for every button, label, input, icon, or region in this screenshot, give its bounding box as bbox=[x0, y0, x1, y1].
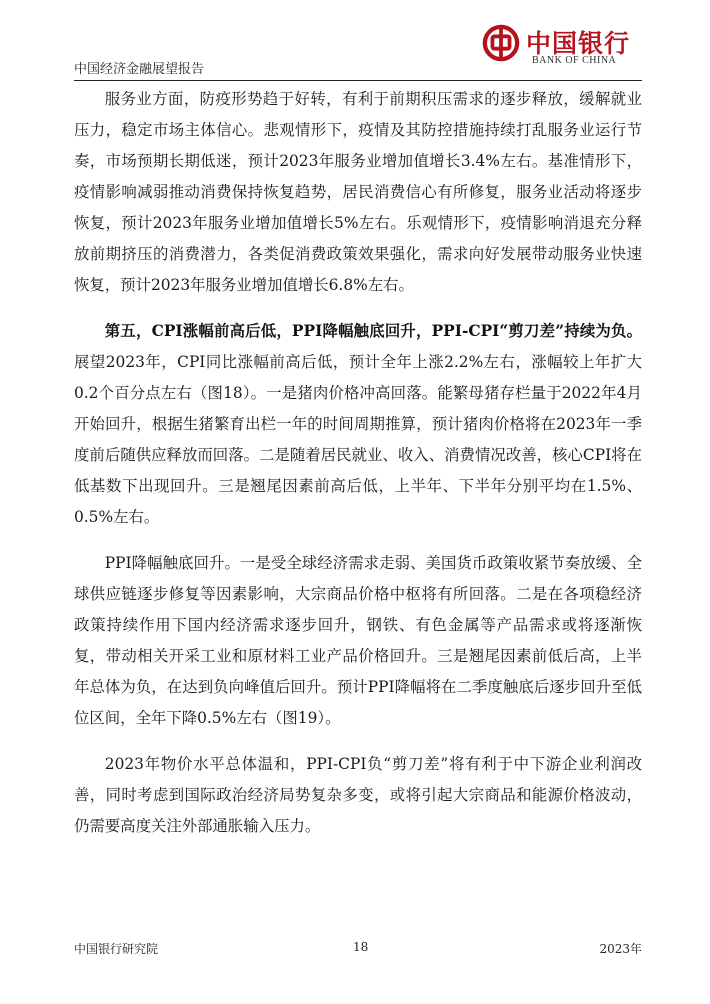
report-title: 中国经济金融展望报告 bbox=[74, 62, 205, 77]
paragraph-ppi bbox=[74, 548, 642, 734]
paragraph-lead: 第五，CPI涨幅前高后低，PPI降幅触底回升，PPI-CPI“剪刀差”持续为负。 bbox=[104, 322, 642, 340]
paragraph-text: 2023年物价水平总体温和，PPI-CPI负“剪刀差”将有利于中下游企业利润改善，同时考虑到国际政治经济局势复杂多变，或将引起大宗商品和能源价格波动，仍需要高度关注外部通胀输入压力。 bbox=[74, 755, 642, 835]
footer-year: 2023年 bbox=[599, 942, 642, 956]
paragraph-text: PPI降幅触底回升。一是受全球经济需求走弱、美国货币政策收紧节奏放缓、全球供应链逐步修复等因素影响，大宗商品价格中枢将有所回落。二是在各项稳经济政策持续作用下国内经济需求逐步回升，钢铁、有色金属等产品需求或将逐渐恢复，带动相关开采工业和原材料工业产品价格回升。三是翘尾因素前低后高，上半年总体为负，在达到负向峰值后回升。预计PPI降幅将在二季度触底后逐步回升至低位区间，全年下降0.5%左右（图19）。 bbox=[74, 554, 642, 727]
logo-chinese-name: 中国银行 bbox=[526, 29, 631, 58]
page-footer bbox=[74, 940, 642, 956]
paragraph-price-level bbox=[74, 749, 642, 842]
logo-english-name: BANK OF CHINA bbox=[532, 55, 617, 66]
bank-of-china-logo-icon bbox=[482, 24, 520, 62]
page-header bbox=[74, 22, 642, 81]
paragraph-text: 展望2023年，CPI同比涨幅前高后低，预计全年上涨2.2%左右，涨幅较上年扩大0.2个百分点左右（图18）。一是猪肉价格冲高回落。能繁母猪存栏量于2022年4月开始回升，根据生猪繁育出栏一年的时间周期推算，预计猪肉价格将在2023年一季度前后随供应释放而回落。二是随着居民就业、收入、消费情况改善，核心CPI将在低基数下出现回升。三是翘尾因素前高后低，上半年、下半年分别平均在1.5%、0.5%左右。 bbox=[74, 353, 642, 526]
paragraph-text: 服务业方面，防疫形势趋于好转，有利于前期积压需求的逐步释放，缓解就业压力，稳定市场主体信心。悲观情形下，疫情及其防控措施持续打乱服务业运行节奏，市场预期长期低迷，预计2023年服务业增加值增长3.4%左右。基准情形下，疫情影响减弱推动消费保持恢复趋势，居民消费信心有所修复，服务业活动将逐步恢复，预计2023年服务业增加值增长5%左右。乐观情形下，疫情影响消退充分释放前期挤压的消费潜力，各类促消费政策效果强化，需求向好发展带动服务业快速恢复，预计2023年服务业增加值增长6.8%左右。 bbox=[74, 90, 642, 294]
footer-institute: 中国银行研究院 bbox=[74, 942, 159, 956]
body-content bbox=[74, 84, 642, 857]
page-number: 18 bbox=[353, 940, 369, 954]
paragraph-services bbox=[74, 84, 642, 301]
bank-logo bbox=[482, 22, 642, 74]
paragraph-cpi bbox=[74, 316, 642, 533]
